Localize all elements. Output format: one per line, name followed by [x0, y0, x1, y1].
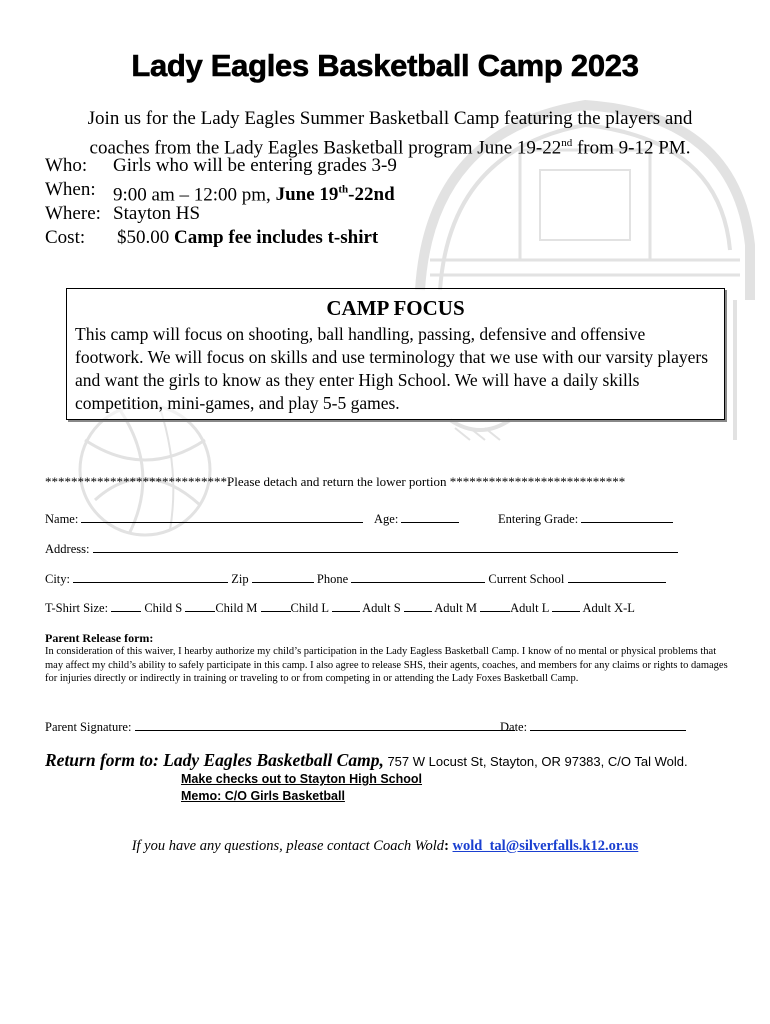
when-date-superscript: th — [338, 184, 349, 196]
address-row — [45, 540, 678, 557]
intro-line-2-text: coaches from the Lady Eagles Basketball program June 19-22 — [89, 137, 562, 159]
cost-label: Cost: — [45, 227, 86, 248]
return-heading: Return form to: Lady Eagles Basketball Camp, — [45, 750, 384, 770]
size-adult-l: Adult L — [510, 601, 549, 615]
when-date-end: -22nd — [348, 184, 395, 206]
size-child-s: Child S — [144, 601, 183, 615]
when-time: 9:00 am – 12:00 pm, — [113, 184, 276, 206]
check-memo: Memo: C/O Girls Basketball — [181, 788, 345, 803]
detach-stars-left: **************************** — [45, 474, 227, 489]
return-address: 757 W Locust St, Stayton, OR 97383, C/O Tal Wold. — [383, 754, 688, 769]
size-blank-child-l[interactable] — [261, 599, 291, 612]
grade-label: Entering Grade: — [498, 512, 579, 526]
school-field[interactable] — [568, 570, 666, 583]
detach-stars-right: *************************** — [449, 474, 626, 489]
zip-field[interactable] — [252, 570, 314, 583]
size-blank-child-m[interactable] — [185, 599, 215, 612]
tshirt-label: T-Shirt Size: — [45, 601, 109, 615]
date-field[interactable] — [530, 718, 686, 731]
cost-note: Camp fee includes t-shirt — [174, 227, 379, 248]
where-label: Where: — [45, 203, 101, 224]
camp-focus-body: This camp will focus on shooting, ball handling, passing, defensive and offensive footwork. We will focus on skills and use terminology that we use with our varsity players and want the girls to know as they enter High School. We will have a daily skills competition, mini-games, and play 5-5 games. — [75, 324, 709, 413]
page-title: Lady Eagles Basketball Camp 2023 — [131, 48, 639, 83]
payment-info — [181, 771, 422, 804]
release-body: In consideration of this waiver, I hearby authorize my child’s participation in the Lady Eagless Basketball Camp. I know of no mental or physical problems that may affect my child’s ability to safely participate in this camp. I also agree to release SHS, their agents, coaches, and members for any claims or rights to damages for injuries directly or indirectly in training or traveling to or from competing in or attending the Lady Foxes Basketball Camp. — [45, 646, 728, 685]
cost-amount: $50.00 — [117, 227, 174, 248]
age-row — [374, 510, 459, 527]
school-label: Current School — [488, 572, 565, 586]
cost-value — [117, 226, 378, 250]
city-row — [45, 570, 666, 587]
size-blank-adult-m[interactable] — [404, 599, 432, 612]
detach-text: Please detach and return the lower portion — [227, 474, 450, 489]
address-field[interactable] — [93, 540, 678, 553]
address-label: Address: — [45, 542, 90, 556]
name-field[interactable] — [81, 510, 363, 523]
size-adult-m: Adult M — [434, 601, 477, 615]
intro-line-1: Join us for the Lady Eagles Summer Basketball Camp featuring the players and — [87, 108, 693, 129]
when-date — [276, 184, 395, 205]
intro-line-2-end: from 9-12 PM. — [572, 137, 691, 159]
contact-email-link[interactable]: wold_tal@silverfalls.k12.or.us — [452, 838, 639, 854]
return-info — [45, 750, 688, 771]
date-row — [500, 718, 686, 735]
contact-colon: : — [444, 838, 453, 854]
signature-row — [45, 718, 515, 735]
when-label: When: — [45, 179, 96, 200]
size-child-m: Child M — [215, 601, 258, 615]
size-blank-adult-s[interactable] — [332, 599, 360, 612]
age-field[interactable] — [401, 510, 459, 523]
intro-superscript: nd — [561, 137, 573, 149]
phone-field[interactable] — [351, 570, 485, 583]
city-field[interactable] — [73, 570, 228, 583]
release-heading: Parent Release form: — [45, 631, 154, 645]
camp-focus-box — [66, 288, 725, 420]
name-label: Name: — [45, 512, 79, 526]
size-blank-adult-xl[interactable] — [552, 599, 580, 612]
signature-label: Parent Signature: — [45, 720, 132, 734]
when-date-start: June 19 — [275, 184, 339, 206]
age-label: Age: — [374, 512, 399, 526]
tshirt-row — [45, 599, 635, 616]
signature-field[interactable] — [135, 718, 515, 731]
size-adult-xl: Adult X-L — [582, 601, 635, 615]
city-label: City: — [45, 572, 71, 586]
who-value: Girls who will be entering grades 3-9 — [113, 155, 397, 176]
grade-row — [498, 510, 673, 527]
size-child-l: Child L — [290, 601, 329, 615]
grade-field[interactable] — [581, 510, 673, 523]
name-row — [45, 510, 363, 527]
date-label: Date: — [500, 720, 528, 734]
contact-line — [0, 838, 770, 855]
intro-paragraph — [40, 106, 740, 160]
where-value: Stayton HS — [113, 203, 201, 224]
size-blank-child-s[interactable] — [111, 599, 141, 612]
checks-payable: Make checks out to Stayton High School — [181, 772, 423, 786]
contact-text: If you have any questions, please contact Coach Wold — [131, 838, 445, 854]
detach-line — [45, 474, 625, 490]
who-label: Who: — [45, 155, 88, 176]
zip-label: Zip — [231, 572, 249, 586]
camp-focus-heading: CAMP FOCUS — [326, 296, 465, 320]
phone-label: Phone — [316, 572, 349, 586]
size-adult-s: Adult S — [362, 601, 401, 615]
size-blank-adult-l[interactable] — [480, 599, 510, 612]
